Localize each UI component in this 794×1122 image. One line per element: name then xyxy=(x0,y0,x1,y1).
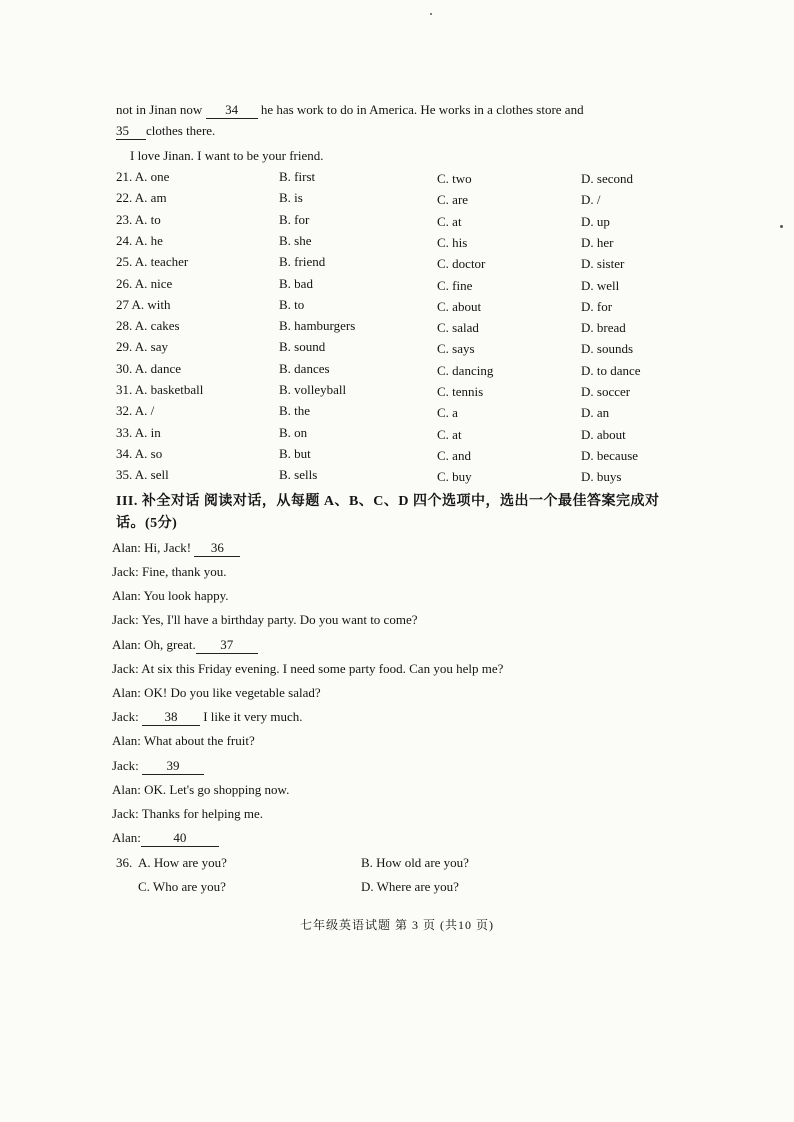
option-21-c: C. two xyxy=(437,171,472,186)
section-title: III. 补全对话 阅读对话，从每题 A、B、C、D 四个选项中，选出一个最佳答案完成对 xyxy=(116,494,660,509)
option-32-d: D. an xyxy=(581,405,610,420)
dialogue-line xyxy=(112,830,219,847)
scan-speck xyxy=(780,225,783,228)
option-21-a: 21. A. one xyxy=(116,169,170,184)
option-25-a: 25. A. teacher xyxy=(116,254,189,269)
option-23-a: 23. A. to xyxy=(116,212,161,227)
passage-text: clothes there. xyxy=(146,123,216,138)
option-31-c: C. tennis xyxy=(437,384,484,399)
option-34-b: B. but xyxy=(279,446,311,461)
option-27-a: 27 A. with xyxy=(116,297,171,312)
dialogue-line: Alan: What about the fruit? xyxy=(112,733,255,748)
option-27-d: D. for xyxy=(581,299,613,314)
dialogue-line: Jack: Yes, I'll have a birthday party. Do you want to come? xyxy=(112,612,418,627)
option-26-a: 26. A. nice xyxy=(116,276,173,291)
dialogue-line xyxy=(112,637,258,654)
option-33-c: C. at xyxy=(437,427,462,442)
option-22-a: 22. A. am xyxy=(116,190,167,205)
option-29-d: D. sounds xyxy=(581,341,634,356)
option-31-b: B. volleyball xyxy=(279,382,347,397)
option-33-d: D. about xyxy=(581,427,626,442)
option-26-d: D. well xyxy=(581,278,620,293)
blank-40: 40 xyxy=(141,830,219,847)
option-33-b: B. on xyxy=(279,425,308,440)
blank-35: 35 xyxy=(116,123,146,140)
option-21-d: D. second xyxy=(581,171,633,186)
blank-34: 34 xyxy=(206,102,258,119)
option-28-a: 28. A. cakes xyxy=(116,318,180,333)
option-24-b: B. she xyxy=(279,233,312,248)
option-22-b: B. is xyxy=(279,190,303,205)
option-36-c: C. Who are you? xyxy=(138,879,226,894)
option-35-c: C. buy xyxy=(437,469,472,484)
option-27-b: B. to xyxy=(279,297,305,312)
dialogue-line xyxy=(112,758,204,775)
dialogue-text: I like it very much. xyxy=(203,709,303,724)
option-28-d: D. bread xyxy=(581,320,626,335)
option-32-c: C. a xyxy=(437,405,458,420)
dialogue-speaker-text: Alan: Oh, great. xyxy=(112,637,196,652)
dialogue-speaker-text: Alan: Hi, Jack! xyxy=(112,540,192,555)
blank-39: 39 xyxy=(142,758,204,775)
option-30-a: 30. A. dance xyxy=(116,361,181,376)
dialogue-line: Jack: Thanks for helping me. xyxy=(112,806,264,821)
option-28-c: C. salad xyxy=(437,320,479,335)
option-23-d: D. up xyxy=(581,214,610,229)
option-32-a: 32. A. / xyxy=(116,403,155,418)
option-32-b: B. the xyxy=(279,403,311,418)
dialogue-line: Jack: Fine, thank you. xyxy=(112,564,227,579)
option-29-b: B. sound xyxy=(279,339,326,354)
option-22-c: C. are xyxy=(437,192,469,207)
dialogue-line: Alan: OK! Do you like vegetable salad? xyxy=(112,685,321,700)
section-title-cont: 话。(5分) xyxy=(116,516,178,531)
dialogue-line: Alan: OK. Let's go shopping now. xyxy=(112,782,290,797)
scan-speck xyxy=(430,13,432,15)
option-30-c: C. dancing xyxy=(437,363,494,378)
dialogue-line xyxy=(112,709,303,726)
option-31-a: 31. A. basketball xyxy=(116,382,204,397)
option-24-d: D. her xyxy=(581,235,614,250)
option-31-d: D. soccer xyxy=(581,384,631,399)
option-28-b: B. hamburgers xyxy=(279,318,356,333)
option-36-d: D. Where are you? xyxy=(361,879,459,894)
option-23-c: C. at xyxy=(437,214,462,229)
passage-line-2 xyxy=(116,123,215,140)
passage-line-1 xyxy=(116,102,584,119)
option-29-a: 29. A. say xyxy=(116,339,168,354)
option-36-b: B. How old are you? xyxy=(361,855,469,870)
option-25-d: D. sister xyxy=(581,256,625,271)
option-25-b: B. friend xyxy=(279,254,326,269)
option-30-b: B. dances xyxy=(279,361,330,376)
option-33-a: 33. A. in xyxy=(116,425,161,440)
option-25-c: C. doctor xyxy=(437,256,486,271)
option-29-c: C. says xyxy=(437,341,475,356)
option-24-c: C. his xyxy=(437,235,468,250)
option-24-a: 24. A. he xyxy=(116,233,163,248)
option-21-b: B. first xyxy=(279,169,316,184)
option-34-c: C. and xyxy=(437,448,471,463)
option-35-a: 35. A. sell xyxy=(116,467,169,482)
dialogue-line: Alan: You look happy. xyxy=(112,588,229,603)
option-26-b: B. bad xyxy=(279,276,313,291)
blank-36: 36 xyxy=(194,540,240,557)
option-27-c: C. about xyxy=(437,299,482,314)
option-34-a: 34. A. so xyxy=(116,446,163,461)
dialogue-speaker-text: Jack: xyxy=(112,758,139,773)
option-35-d: D. buys xyxy=(581,469,622,484)
option-36-a: 36. A. How are you? xyxy=(116,855,227,870)
option-34-d: D. because xyxy=(581,448,639,463)
blank-38: 38 xyxy=(142,709,200,726)
option-30-d: D. to dance xyxy=(581,363,641,378)
blank-37: 37 xyxy=(196,637,258,654)
option-35-b: B. sells xyxy=(279,467,318,482)
dialogue-line: Jack: At six this Friday evening. I need some party food. Can you help me? xyxy=(112,661,504,676)
dialogue-line xyxy=(112,540,240,557)
dialogue-speaker-text: Jack: xyxy=(112,709,139,724)
passage-text: not in Jinan now xyxy=(116,102,203,117)
dialogue-speaker-text: Alan: xyxy=(112,830,141,845)
passage-text: he has work to do in America. He works in a clothes store and xyxy=(260,102,584,117)
option-22-d: D. / xyxy=(581,192,601,207)
option-26-c: C. fine xyxy=(437,278,473,293)
page-footer: 七年级英语试题 第 3 页 (共10 页) xyxy=(300,918,494,932)
option-23-b: B. for xyxy=(279,212,310,227)
passage-line-3: I love Jinan. I want to be your friend. xyxy=(130,148,324,163)
